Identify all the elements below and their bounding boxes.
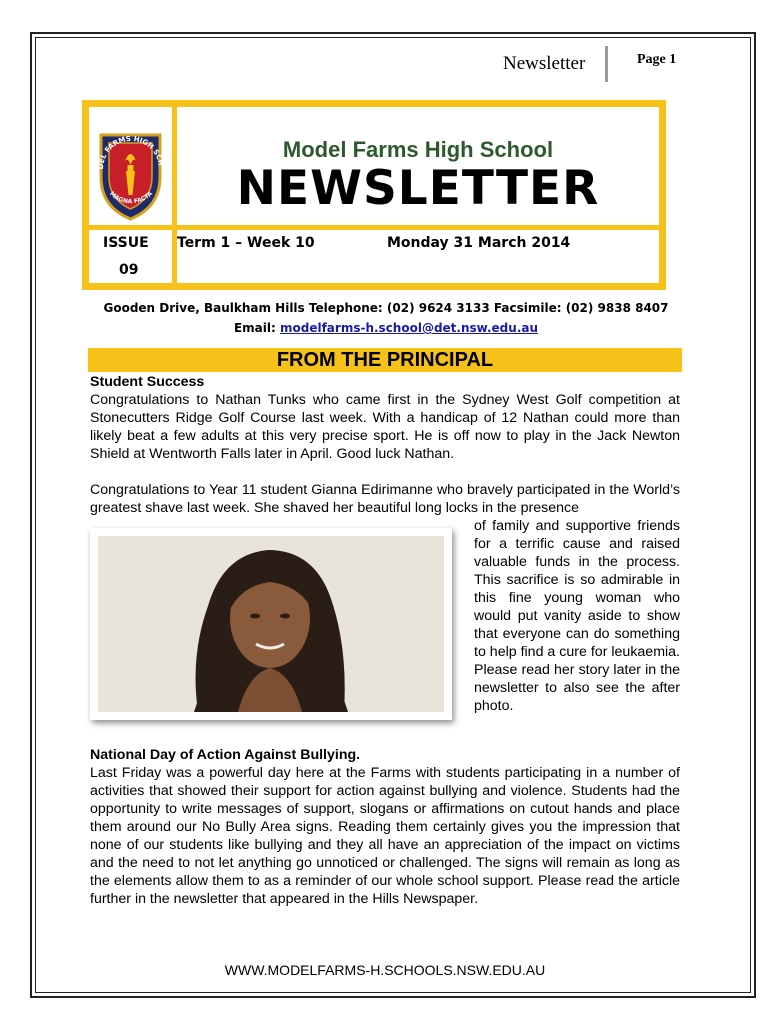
header-divider <box>605 46 608 82</box>
crest-ring-text: DEL FARMS HIGH SCH <box>96 134 165 170</box>
issue-number: 09 <box>119 262 139 278</box>
school-crest-cell <box>89 107 172 225</box>
email-label: Email: <box>233 321 276 335</box>
student-success-paragraph-2-block <box>90 481 680 517</box>
issue-date: Monday 31 March 2014 <box>387 235 571 251</box>
student-photo <box>98 536 444 712</box>
email-line <box>60 318 712 338</box>
address-line: Gooden Drive, Baulkham Hills Telephone: (02) 9624 3133 Facsimile: (02) 9838 8407 <box>103 301 669 315</box>
issue-cell <box>89 230 172 283</box>
bullying-body: Last Friday was a powerful day here at the Farms with students participating in a number of activities that showed their support for action against bullying and violence. Students had the opportunity to write messages of support, slogans or affirmations on cutout hands and place them around our No Bully Area signs. Reading them certainly gives you the impression that none of our students like bullying and they all have an appreciation of the impact on victims and the need to not let anything go unnoticed or challenged. The signs will remain as long as the elements allow them to as a reminder of our whole school support. Please read the article further in the newsletter that appeared in the Hills Newspaper. <box>90 765 680 907</box>
contact-block <box>60 298 712 338</box>
issue-info-cell <box>177 230 659 283</box>
term-week: Term 1 – Week 10 <box>177 235 315 251</box>
masthead <box>82 100 666 290</box>
page-number: Page 1 <box>637 52 677 67</box>
student-success-paragraph-1: Congratulations to Nathan Tunks who came first in the Sydney West Golf competition at Stonecutters Ridge Golf Course last week. With a handicap of 12 Nathan could more than likely beat a few adults at this very precise sport. He is off now to play in the Jack Newton Shield at Wentworth Falls later in April. Good luck Nathan. <box>90 392 680 462</box>
student-success-paragraph-2: Congratulations to Year 11 student Gianna Edirimanne who bravely participated in the World’s greatest shave last week. She shaved her beautiful long locks in the presence <box>90 482 680 516</box>
section-banner: FROM THE PRINCIPAL <box>88 348 682 372</box>
bullying-section <box>90 746 680 908</box>
header-newsletter-label: Newsletter <box>503 53 586 74</box>
school-name: Model Farms High School <box>282 137 554 162</box>
footer-url[interactable]: WWW.MODELFARMS-H.SCHOOLS.NSW.EDU.AU <box>224 962 546 978</box>
student-photo-frame <box>90 528 452 720</box>
student-success-paragraph-2-wrap: of family and supportive friends for a terrific cause and raised valuable funds in the process. This sacrifice is so admirable in this fine young woman who would put vanity aside to show that everyone can do something to help find a cure for leukaemia. Please read her story later in the newsletter to also see the after photo. <box>474 518 680 714</box>
student-portrait-illustration <box>98 536 444 712</box>
student-success-heading: Student Success <box>90 374 205 390</box>
masthead-title-cell <box>177 107 659 225</box>
crest-motto-text: MAGNA FACTA <box>108 190 154 206</box>
school-crest-logo <box>89 107 172 225</box>
student-success-section <box>90 373 680 463</box>
issue-label: ISSUE <box>103 235 149 251</box>
newsletter-title: NEWSLETTER <box>236 161 600 216</box>
bullying-heading: National Day of Action Against Bullying. <box>90 747 361 763</box>
email-link[interactable]: modelfarms-h.school@det.nsw.edu.au <box>280 321 539 335</box>
